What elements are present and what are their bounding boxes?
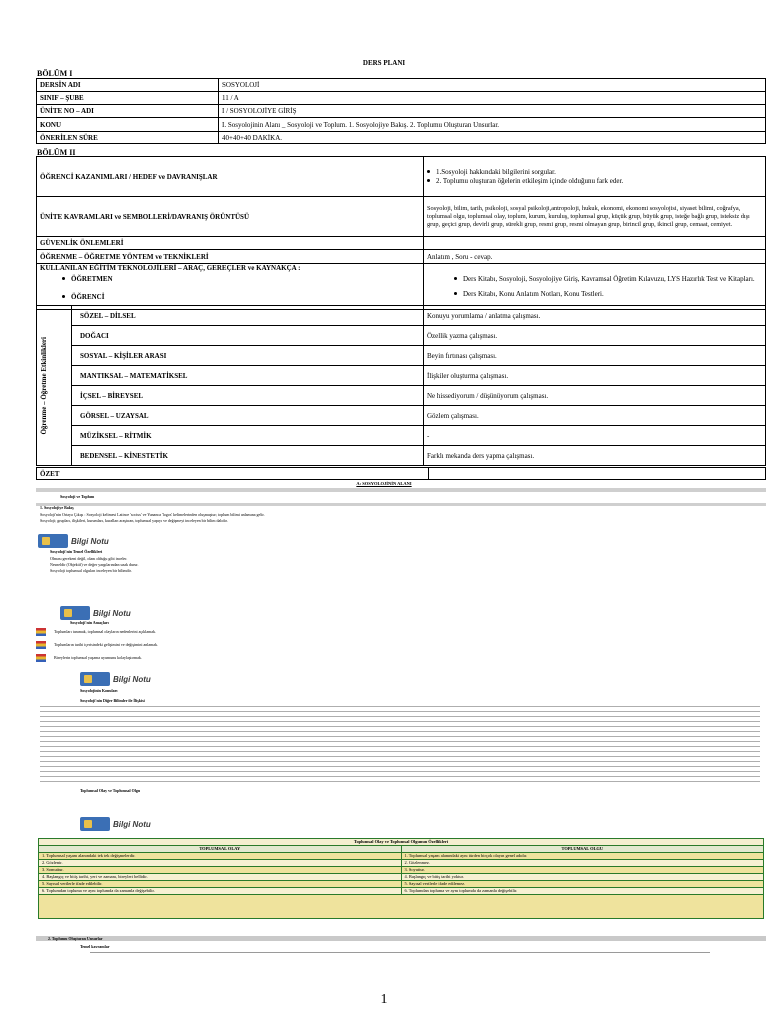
bilgi-notu-box	[80, 815, 151, 833]
compare-cell: 6. Toplumdan topluma ve aynı toplumda da zamanla değişebilir.	[39, 888, 402, 895]
kazanim-item	[427, 177, 762, 186]
summary-text: Olması gerekeni değil, olanı olduğu gibi inceler.	[50, 556, 128, 561]
etkinlik-value: Ne hissediyorum / düşünüyorum çalışması.	[424, 386, 766, 406]
summary-text: Sosyoloji'nin Diğer Bilimler ile İlişkisi	[80, 698, 145, 703]
kavram-value: Sosyoloji, bilim, tarih, psikoloji, sosyal psikoloji,antropoloji, hukuk, ekonomi, ekonomi sosyolojisi, siyaset bilimi, coğrafya, toplumsal olgu, toplumsal olay, toplum, kurum, kuruluş, toplumsal grup, küçük grup, büyük grup, isteğe bağlı grup, isteksiz dışı grup, geçici grup, devirli grup, sürekli grup, resmi grup, resmi olmayan grup, birincil grup, ikincil grup, cemaat, cemiyet.	[424, 197, 766, 237]
summary-heading: A: SOSYOLOJİNİN ALANI	[356, 481, 412, 486]
guvenlik-label: GÜVENLİK ÖNLEMLERİ	[37, 237, 424, 250]
info-value: SOSYOLOJİ	[219, 79, 766, 92]
compare-cell: 6. Toplumdan topluma ve aynı toplumda da zamanla değişebilir.	[401, 888, 764, 895]
info-label: KONU	[37, 118, 219, 132]
bilgi-notu-label: Bilgi Notu	[113, 674, 151, 684]
flag-icon	[36, 654, 46, 662]
summary-sub2: 1. Sosyolojiye Bakış	[40, 505, 74, 510]
summary-text: Sosyoloji toplumsal olguları inceleyen bir bilimdir.	[50, 568, 132, 573]
etkinlik-side	[37, 306, 72, 466]
info-label: SINIF – ŞUBE	[37, 92, 219, 105]
info-label: DERSİN ADI	[37, 79, 219, 92]
etkinlik-label: Öğrenme – Öğretme Etkinlikleri	[40, 336, 48, 435]
compare-cell: 1. Toplumsal yaşam alanındaki tek tek değişmelerdir.	[39, 853, 402, 860]
etkinlik-type: SOSYAL – KİŞİLER ARASI	[72, 346, 424, 366]
etkinlik-value: Beyin fırtınası çalışması.	[424, 346, 766, 366]
etkinlik-type: DOĞACI	[72, 326, 424, 346]
summary-text: Sosyolojinin Konuları	[80, 688, 118, 693]
summary-sub1: Sosyoloji ve Toplum	[60, 494, 95, 499]
summary-text: Sosyoloji'nin Temel Özellikleri	[50, 549, 103, 554]
bilgi-notu-label: Bilgi Notu	[113, 819, 151, 829]
compare-cell: 2. Gözlenir.	[39, 860, 402, 867]
plan-table	[36, 156, 766, 310]
etkinlik-type: GÖRSEL – UZAYSAL	[72, 406, 424, 426]
yontem-value: Anlatım , Soru - cevap.	[424, 250, 766, 264]
compare-cell: 3. Somuttur.	[39, 867, 402, 874]
summary-text: Bireylerin toplumsal yaşama uyumunu kolaylaştırmak.	[54, 654, 142, 660]
note-icon	[80, 672, 110, 686]
divider-bar	[36, 936, 766, 941]
ogrenci-text: ÖĞRENCİ	[71, 293, 105, 301]
divider-bar	[36, 488, 766, 492]
compare-cell: 5. Sayısal verilerle ifade edilebilir.	[39, 881, 402, 888]
kazanim-text: 2. Toplumu oluşturan öğelerin etkileşim içinde olduğunu fark eder.	[436, 176, 624, 185]
section-label-1: BÖLÜM I	[37, 69, 73, 78]
compare-cell: 4. Başlangıç ve bitiş tarihi yoktur.	[401, 874, 764, 881]
flag-item	[36, 654, 142, 662]
compare-header: TOPLUMSAL OLAY	[39, 846, 402, 853]
etkinlik-type: MÜZİKSEL – RİTMİK	[72, 426, 424, 446]
compare-table	[38, 838, 764, 919]
kazanim-text: 1.Sosyoloji hakkındaki bilgilerini sorgular.	[436, 167, 556, 176]
ozet-label: ÖZET	[37, 468, 429, 480]
note-icon	[60, 606, 90, 620]
flag-item	[36, 641, 158, 649]
arac-values	[424, 264, 766, 310]
info-value: 40+40+40 DAKİKA.	[219, 132, 766, 144]
bullet-icon	[454, 277, 457, 280]
compare-title: Toplumsal Olay ve Toplumsal Olgunun Özellikleri	[39, 839, 764, 846]
bullet-icon	[62, 277, 65, 280]
ogretmen-text: ÖĞRETMEN	[71, 275, 113, 283]
divider-bar	[36, 503, 766, 506]
summary-text: Toplumları tanımak, toplumsal olayların nedenlerini açıklamak.	[54, 628, 157, 634]
compare-cell: 3. Soyuttur.	[401, 867, 764, 874]
etkinlik-type: SÖZEL – DİLSEL	[72, 306, 424, 326]
bullet-icon	[427, 179, 430, 182]
info-label: ÜNİTE NO – ADI	[37, 105, 219, 118]
info-table	[36, 78, 766, 144]
dense-paragraph	[90, 951, 710, 955]
etkinlik-table	[36, 305, 766, 466]
etkinlik-value: Konuyu yorumlama / anlatma çalışması.	[424, 306, 766, 326]
summary-text: Sosyoloji'nin Amaçları	[70, 620, 109, 625]
bilgi-notu-label: Bilgi Notu	[93, 608, 131, 618]
arac-cell	[37, 264, 424, 310]
compare-cell: 1. Toplumsal yaşam alanındaki aynı türden birçok olayın genel adıdır.	[401, 853, 764, 860]
kazanim-item	[427, 168, 762, 177]
summary-text: 2. Toplumu Oluşturan Unsurlar	[48, 936, 103, 941]
kazanim-cell	[424, 157, 766, 197]
page-number: 1	[380, 992, 388, 1007]
summary-text: Sosyoloji'nin Ortaya Çıkışı : Sosyoloji kelimesi Latince 'socius' ve Yunanca 'logos' kelimelerinden oluşmuştur; toplum bilimi anlamına gelir.	[40, 512, 265, 517]
bilgi-notu-box	[38, 532, 109, 550]
compare-cell: 5. Sayısal verilerle ifade edilemez.	[401, 881, 764, 888]
ogrenci-item	[62, 293, 420, 302]
arac-item	[454, 290, 762, 299]
arac-text: Ders Kitabı, Konu Anlatım Notları, Konu Testleri.	[463, 289, 604, 298]
flag-item	[36, 628, 156, 636]
info-label: ÖNERİLEN SÜRE	[37, 132, 219, 144]
bilgi-notu-label: Bilgi Notu	[71, 536, 109, 546]
summary-text: Toplumların tarihi içerisindeki gelişimini ve değişimini anlamak.	[54, 641, 159, 647]
section-label-2: BÖLÜM II	[37, 148, 76, 157]
etkinlik-value: Özellik yazma çalışması.	[424, 326, 766, 346]
etkinlik-type: BEDENSEL – KİNESTETİK	[72, 446, 424, 466]
summary-text: Toplumsal Olay ve Toplumsal Olgu	[80, 788, 141, 793]
summary-text: Sosyoloji; grupları, ilişkileri, kurumları, kuralları araştıran, toplumsal yapıyı ve değişmeyi inceleyen bir bilim dalıdır.	[40, 518, 228, 523]
summary-text: Temel kavramlar	[80, 944, 110, 949]
arac-text: Ders Kitabı, Sosyoloji, Sosyolojiye Giriş, Kavramsal Öğretim Kılavuzu, LYS Hazırlık Test ve Kitapları.	[463, 274, 755, 283]
bullet-icon	[427, 170, 430, 173]
etkinlik-value: Farklı mekanda ders yapma çalışması.	[424, 446, 766, 466]
compare-footer	[39, 895, 764, 919]
compare-header: TOPLUMSAL OLGU	[401, 846, 764, 853]
flag-icon	[36, 628, 46, 636]
etkinlik-value: İlişkiler oluşturma çalışması.	[424, 366, 766, 386]
arac-label: KULLANILAN EĞİTİM TEKNOLOJİLERİ – ARAÇ, GEREÇLER ve KAYNAKÇA :	[40, 264, 301, 272]
compare-cell: 2. Gözlenmez.	[401, 860, 764, 867]
note-icon	[80, 817, 110, 831]
document-title: DERS PLANI	[362, 59, 406, 67]
ogretmen-item	[62, 275, 420, 284]
ozet-table	[36, 467, 766, 480]
bullet-icon	[454, 292, 457, 295]
info-value: I. Sosyolojinin Alanı _ Sosyoloji ve Toplum. 1. Sosyolojiye Bakış. 2. Toplumu Oluşturan Unsurlar.	[219, 118, 766, 132]
etkinlik-type: MANTIKSAL – MATEMATİKSEL	[72, 366, 424, 386]
etkinlik-value: Gözlem çalışması.	[424, 406, 766, 426]
guvenlik-value	[424, 237, 766, 250]
dense-paragraph	[40, 705, 760, 785]
kazanim-label: ÖĞRENCİ KAZANIMLARI / HEDEF ve DAVRANIŞLAR	[37, 157, 424, 197]
info-value: 11 / A	[219, 92, 766, 105]
yontem-label: ÖĞRENME – ÖĞRETME YÖNTEM ve TEKNİKLERİ	[37, 250, 424, 264]
etkinlik-value: -	[424, 426, 766, 446]
info-value: I / SOSYOLOJİYE GİRİŞ	[219, 105, 766, 118]
bilgi-notu-box	[80, 670, 151, 688]
kavram-label: ÜNİTE KAVRAMLARI ve SEMBOLLERİ/DAVRANIŞ ÖRÜNTÜSÜ	[37, 197, 424, 237]
note-icon	[38, 534, 68, 548]
arac-item	[454, 275, 762, 284]
summary-text: Nesneldir (Objektif) ve değer yargılarından uzak durur.	[50, 562, 139, 567]
flag-icon	[36, 641, 46, 649]
etkinlik-type: İÇSEL – BİREYSEL	[72, 386, 424, 406]
compare-cell: 4. Başlangıç ve bitiş tarihi, yeri ve zamanı, bireyleri bellidir.	[39, 874, 402, 881]
bullet-icon	[62, 295, 65, 298]
ozet-value	[429, 468, 766, 480]
